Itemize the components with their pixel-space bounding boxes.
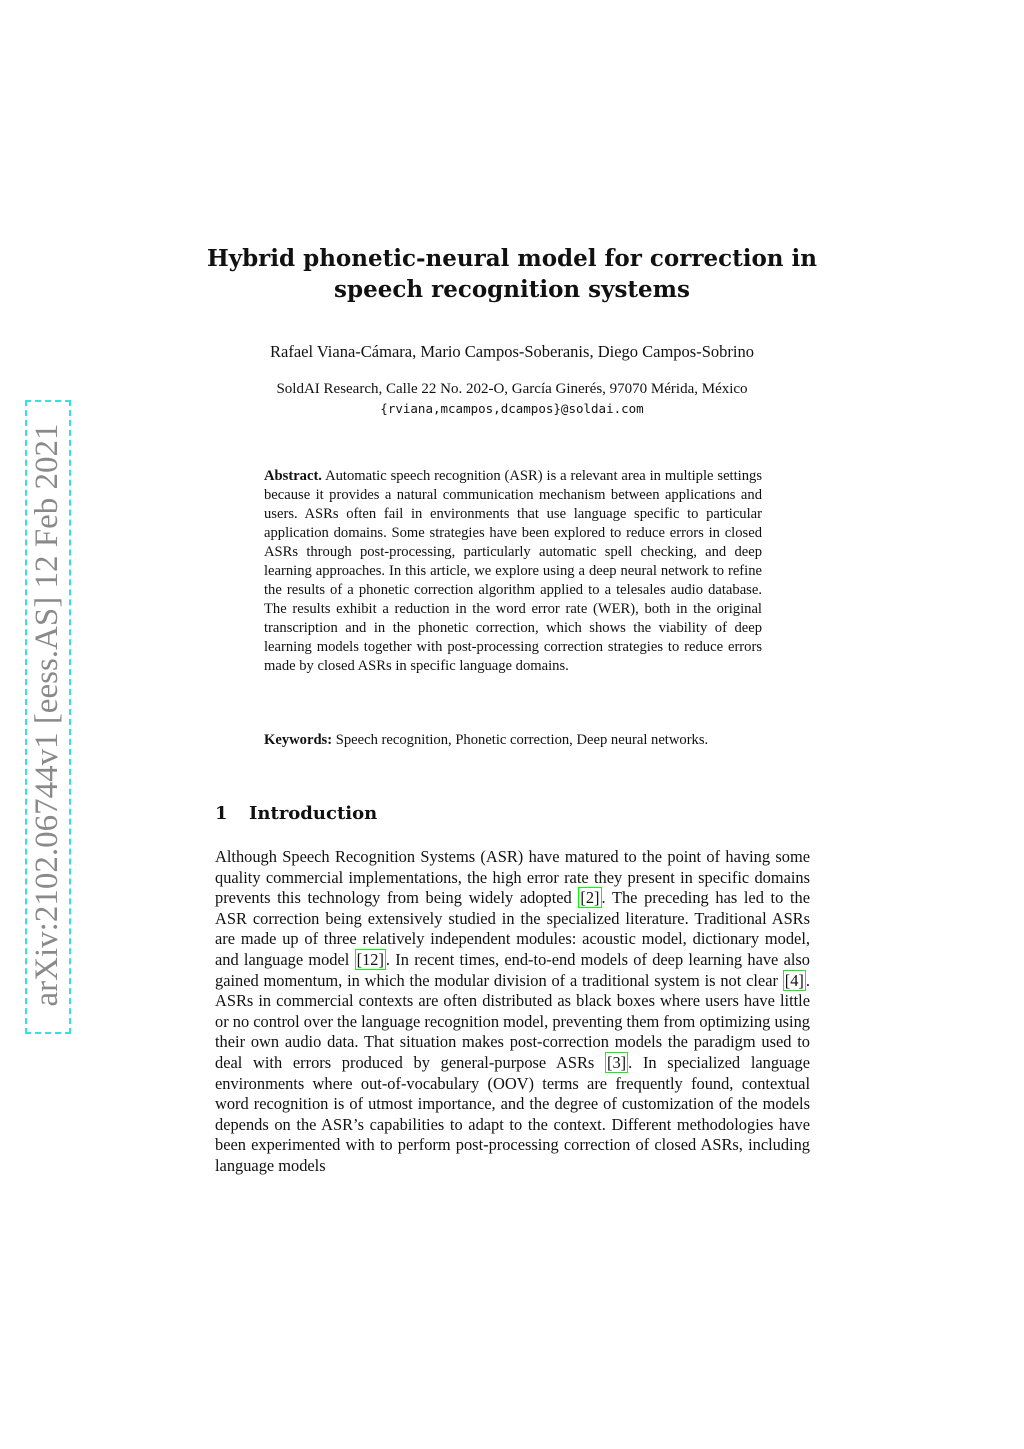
section-number: 1	[215, 803, 228, 824]
introduction-paragraph	[215, 847, 810, 1177]
paper-title	[180, 243, 844, 305]
section-title: Introduction	[249, 803, 378, 824]
author-list: Rafael Viana-Cámara, Mario Campos-Soberanis, Diego Campos-Sobrino	[270, 342, 754, 361]
keywords-label: Keywords:	[264, 732, 333, 748]
affiliation-block	[180, 380, 844, 418]
author-emails: {rviana,mcampos,dcampos}@soldai.com	[380, 401, 644, 416]
affiliation-address: SoldAI Research, Calle 22 No. 202-O, García Ginerés, 97070 Mérida, México	[276, 381, 748, 397]
title-line-1: Hybrid phonetic-neural model for correction in	[207, 245, 817, 272]
abstract	[264, 467, 762, 676]
intro-text-2: . The preceding has led to the ASR correction being extensively studied in the specialized literature. Traditional ASRs are made up of three relatively independent modules: acoustic model, dictionary model, and language model	[215, 888, 810, 969]
abstract-label: Abstract.	[264, 468, 322, 484]
section-heading-introduction	[215, 802, 377, 826]
title-line-2: speech recognition systems	[334, 276, 690, 303]
citation-link-2[interactable]: [2]	[580, 888, 600, 908]
keywords	[264, 731, 762, 750]
citation-link-4[interactable]: [4]	[784, 970, 804, 990]
keywords-text: Speech recognition, Phonetic correction, Deep neural networks.	[335, 732, 709, 748]
intro-text-3: . In recent times, end-to-end models of deep learning have also gained momentum, in which the modular division of a traditional system is not clear	[215, 949, 810, 990]
arxiv-stamp[interactable]: arXiv:2102.06744v1 [eess.AS] 12 Feb 2021	[29, 423, 65, 1007]
intro-text-1: Although Speech Recognition Systems (ASR) have matured to the point of having some quality commercial implementations, the high error rate they present in specific domains prevents this technology from being widely adopted	[215, 847, 810, 908]
intro-text-4: . ASRs in commercial contexts are often distributed as black boxes where users have little or no control over the language recognition model, preventing them from optimizing using their own audio data. That situation makes post-correction models the paradigm used to deal with errors produced by general-purpose ASRs	[215, 970, 810, 1072]
citation-link-12[interactable]: [12]	[356, 949, 384, 969]
intro-text-5: . In specialized language environments where out-of-vocabulary (OOV) terms are frequently found, contextual word recognition is of utmost importance, and the degree of customization of the models depends on the ASR’s capabilities to adapt to the context. Different methodologies have been experimented with to perform post-processing correction of closed ASRs, including language models	[215, 1052, 810, 1175]
citation-link-3[interactable]: [3]	[607, 1052, 627, 1072]
abstract-text: Automatic speech recognition (ASR) is a relevant area in multiple settings because it provides a natural communication mechanism between applications and users. ASRs often fail in environments that use language specific to particular application domains. Some strategies have been explored to reduce errors in closed ASRs through post-processing, particularly automatic spell checking, and deep learning approaches. In this article, we explore using a deep neural network to refine the results of a phonetic correction algorithm applied to a telesales audio database. The results exhibit a reduction in the word error rate (WER), both in the original transcription and in the phonetic correction, which shows the viability of deep learning models together with post-processing correction strategies to reduce errors made by closed ASRs in specific language domains.	[264, 468, 762, 674]
